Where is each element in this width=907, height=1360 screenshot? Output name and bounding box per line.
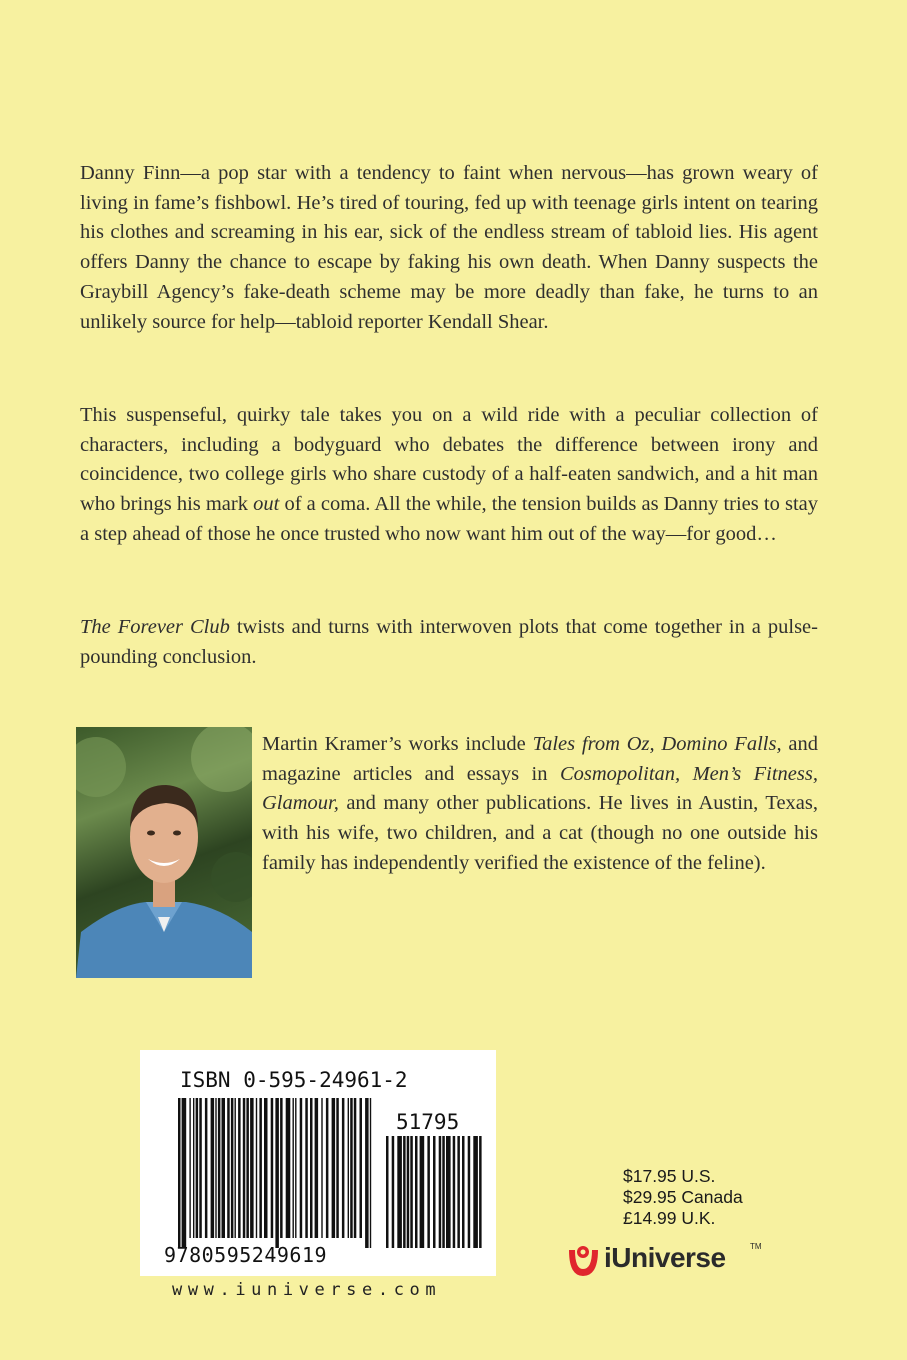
barcode-bar	[293, 1098, 294, 1238]
barcode-bar	[446, 1136, 451, 1248]
barcode-box	[140, 1050, 496, 1276]
barcode-bar	[397, 1136, 402, 1248]
trademark-symbol: TM	[750, 1242, 762, 1251]
barcode-bar	[360, 1098, 363, 1238]
barcode-bar	[196, 1098, 199, 1238]
publisher-website: www.iuniverse.com	[172, 1280, 442, 1300]
barcode-bar	[468, 1136, 471, 1248]
barcode-bar	[218, 1098, 221, 1238]
barcode-bar	[326, 1098, 329, 1238]
blurb-paragraph-2	[80, 401, 818, 550]
barcode-bar	[295, 1098, 296, 1238]
barcode-bar	[300, 1098, 303, 1238]
barcode-bar	[193, 1098, 194, 1238]
author-photo	[76, 727, 252, 978]
publisher-name: iUniverse	[604, 1242, 726, 1273]
barcode-bar	[305, 1098, 308, 1238]
barcode-bar	[246, 1098, 249, 1238]
barcode-bar	[321, 1098, 322, 1238]
book-title: The Forever Club	[80, 616, 230, 638]
barcode-bar	[420, 1136, 425, 1248]
barcode-bar	[439, 1136, 442, 1248]
author-bio-text-3: and many other publications. He lives in Austin, Texas, with his wife, two children, and a cat (though no one outside his family has independently verified the existence of the feline).	[262, 792, 818, 874]
iuniverse-mark-icon	[564, 1236, 604, 1282]
blurb-paragraph-3	[80, 613, 818, 672]
barcode-bar	[365, 1098, 369, 1248]
barcode-bar	[427, 1136, 430, 1248]
isbn-label: ISBN 0-595-24961-2	[180, 1068, 408, 1092]
blurb-paragraph-1: Danny Finn—a pop star with a tendency to faint when nervous—has grown weary of living in fame’s fishbowl. He’s tired of touring, fed up with teenage girls intent on tearing his clothes and screaming in his ear, sick of the endless stream of tabloid lies. His agent offers Danny the chance to escape by faking his own death. When Danny suspects the Graybill Agency’s fake-death scheme may be more deadly than fake, he turns to an unlikely source for help—tabloid reporter Kendall Shear.	[80, 162, 818, 333]
publisher-logo	[564, 1236, 774, 1282]
author-bio	[262, 730, 818, 879]
barcode-bar	[350, 1098, 353, 1238]
barcode-bar	[479, 1136, 482, 1248]
blurb-italic-out: out	[253, 493, 280, 516]
barcode-bar	[342, 1098, 345, 1238]
barcode-bar	[462, 1136, 465, 1248]
price-us: $17.95 U.S.	[623, 1166, 716, 1186]
barcode-bar	[235, 1098, 236, 1238]
barcode-bar	[407, 1136, 410, 1248]
barcode-bar	[280, 1098, 283, 1238]
barcode-bar	[386, 1136, 389, 1248]
price-canada: $29.95 Canada	[623, 1187, 743, 1207]
author-bio-text-1: Martin Kramer’s works include	[262, 733, 533, 755]
author-bio-text-2: and magazine articles and essays in	[262, 733, 818, 785]
ean-digits: 9780595249619	[164, 1243, 328, 1267]
price-code: 51795	[396, 1110, 460, 1134]
barcode-bar	[205, 1098, 208, 1238]
blurb-paragraph-2-end: of a coma. All the while, the tension builds as Danny tries to stay a step ahead of those he once trusted who now want him out of the way—for good…	[80, 493, 818, 545]
barcode-bar	[211, 1098, 215, 1238]
barcode-bar	[215, 1098, 216, 1238]
blurb-paragraph-3-text: twists and turns with interwoven plots that come together in a pulse-pounding conclusion.	[80, 616, 818, 668]
barcode-bar	[286, 1098, 291, 1238]
barcode-bar	[227, 1098, 230, 1238]
barcode-bar	[275, 1098, 279, 1248]
barcode-bar	[243, 1098, 246, 1238]
barcode-bar	[250, 1098, 254, 1238]
barcode-bar	[415, 1136, 418, 1248]
barcode-bar	[332, 1098, 336, 1238]
barcode-bar	[231, 1098, 234, 1238]
author-magazines: Cosmopolitan, Men’s Fitness, Glamour,	[262, 762, 818, 815]
barcode-bar	[348, 1098, 349, 1238]
price-addon-bars	[386, 1136, 482, 1248]
barcode-bar	[457, 1136, 460, 1248]
barcode-bar	[222, 1098, 226, 1238]
barcode-bar	[433, 1136, 436, 1248]
barcode-bar	[238, 1098, 241, 1238]
barcode-bar	[310, 1098, 313, 1238]
barcode-bar	[182, 1098, 187, 1248]
barcode-bar	[442, 1136, 445, 1248]
barcode-bar	[403, 1136, 406, 1248]
barcode-bar	[453, 1136, 456, 1248]
barcode-bar	[259, 1098, 262, 1238]
author-portrait-image	[76, 727, 252, 978]
blurb-paragraph-2-text: This suspenseful, quirky tale takes you on a wild ride with a peculiar collection of characters, including a bodyguard who debates the difference between irony and coincidence, two college girls who share custody of a half-eaten sandwich, and a hit man who brings his mark	[80, 404, 818, 516]
barcode-bar	[189, 1098, 190, 1238]
barcode-bar	[354, 1098, 357, 1238]
barcode-bar	[315, 1098, 319, 1238]
barcode-bar	[336, 1098, 339, 1238]
barcode-bar	[264, 1098, 268, 1238]
barcode-bar	[473, 1136, 478, 1248]
barcode-bar	[271, 1098, 274, 1238]
barcode-bar	[370, 1098, 371, 1248]
barcode-bar	[392, 1136, 395, 1248]
barcode-bar	[178, 1098, 181, 1248]
ean-barcode-bars	[178, 1098, 371, 1248]
barcode-bar	[410, 1136, 413, 1248]
author-works: Tales from Oz, Domino Falls,	[532, 733, 782, 755]
barcode-bar	[256, 1098, 257, 1238]
barcode-bar	[199, 1098, 202, 1238]
price-uk: £14.99 U.K.	[623, 1208, 716, 1228]
